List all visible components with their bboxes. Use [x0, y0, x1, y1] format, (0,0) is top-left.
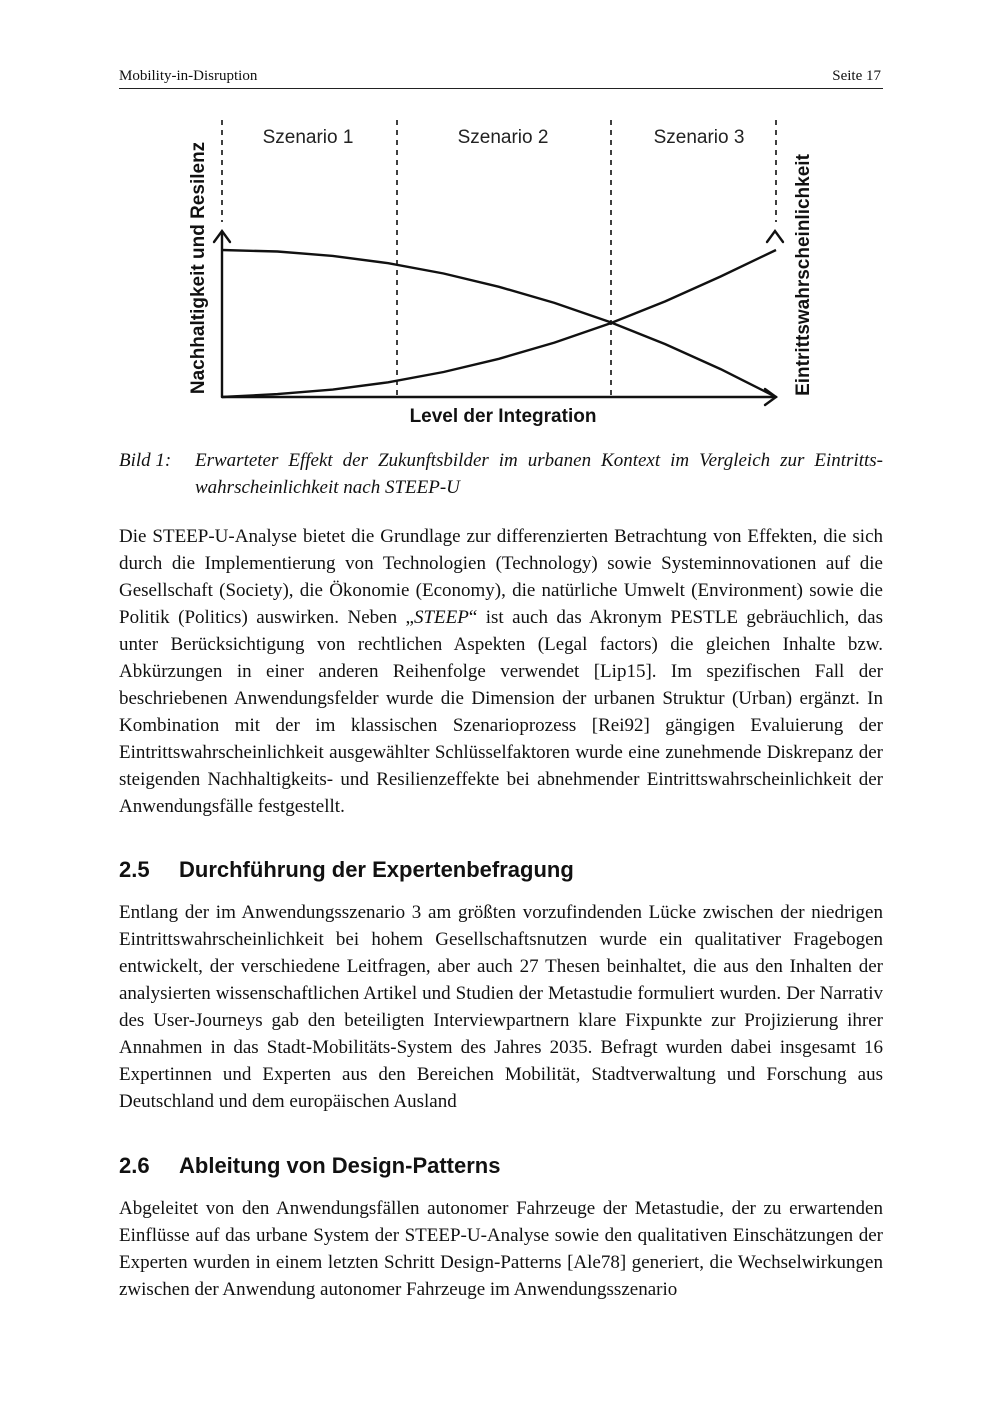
- section-title: Durchführung der Expertenbefragung: [179, 857, 574, 882]
- series-line-nachhaltigkeit: [222, 250, 776, 397]
- body-paragraph-2: Entlang der im Anwendungsszenario 3 am größten vorzufindenden Lücke zwischen der niedrigen Eintrittswahrscheinlichkeit bei hohem Gesellschaftsnutzen wurde ein qualitativer Fragebogen entwickelt, der verschiedene Leitfragen, aber auch 27 Thesen beinhaltet, die aus den Inhalten der analysierten wissenschaftlichen Artikel und Studien der Metastudie formuliert wurden. Der Narrativ des User-Journeys gab den beteiligten Interviewpartnern klare Fixpunkte zur Projizierung ihrer Annahmen in das Stadt-Mobilitäts-System des Jahres 2035. Befragt wurden dabei insgesamt 16 Expertinnen und Experten aus den Bereichen Mobilität, Stadtverwaltung und Forschung aus Deutschland und dem europäischen Ausland: [119, 902, 883, 1112]
- section-heading-2-6: [119, 1152, 883, 1180]
- section-number: 2.6: [119, 1153, 150, 1178]
- paragraph-1-text-b: “ ist auch das Akronym PESTLE gebräuchlich, das unter Berücksichtigung von rechtlichen Aspekten (Legal factors) die gleichen Inhalte bzw. Abkürzungen in einer anderen Reihenfolge verwendet [Lip15]. Im spezifischen Fall der beschriebenen Anwendungsfelder wurde die Dimension der urbanen Struktur (Urban) ergänzt. In Kombination mit der im klassischen Szenarioprozess [Rei92] gängigen Evaluierung der Eintrittswahrscheinlichkeit ausgewählter Schlüsselfaktoren wurde eine zunehmende Diskrepanz der steigenden Nachhaltigkeits- und Resilienzeffekte bei abnehmender Eintrittswahrscheinlichkeit der Anwendungsfälle festgestellt.: [119, 607, 883, 817]
- section-number: 2.5: [119, 857, 150, 882]
- right-y-arrowhead: [767, 231, 783, 242]
- body-paragraph-1: [119, 523, 883, 820]
- x-axis-label: Level der Integration: [409, 406, 597, 427]
- steep-italic: STEEP: [413, 607, 469, 628]
- scenario-label-2: Szenario 2: [457, 127, 549, 148]
- caption-text: Erwarteter Effekt der Zukunftsbilder im urbanen Kontext im Vergleich zur Eintrittswahrscheinlichkeit nach STEEP-U: [195, 450, 883, 498]
- body-paragraph-3: Abgeleitet von den Anwendungsfällen autonomer Fahrzeuge der Metastudie, der zu erwartenden Einflüsse auf das urbane System der STEEP-U-Analyse sowie den qualitativen Einschätzungen der Experten wurden in einem letzten Schritt Design-Patterns [Ale78] generiert, die Wechselwirkungen zwischen der Anwendung autonomer Fahrzeuge im Anwendungsszenario: [119, 1198, 883, 1300]
- scenario-label-1: Szenario 1: [262, 127, 354, 148]
- series-line-eintrittswahrscheinlichkeit: [222, 250, 776, 397]
- caption-label: Bild 1:: [119, 450, 172, 471]
- section-title: Ableitung von Design-Patterns: [179, 1153, 501, 1178]
- section-heading-2-5: [119, 856, 883, 884]
- scenario-label-3: Szenario 3: [653, 127, 745, 148]
- figure-caption: [119, 447, 883, 501]
- paragraph-1-text-a: Die STEEP-U-Analyse bietet die Grundlage zur differenzierten Betrachtung von Effekten, die sich durch die Implementierung von Technologien (Technology) sowie Systeminnovationen auf die Gesellschaft (Society), die Ökonomie (Economy), die natürliche Umwelt (Environment) sowie die Politik (Politics) auswirken. Neben „: [119, 526, 883, 628]
- page-number: Seite 17: [832, 68, 881, 84]
- scenario-chart: [0, 0, 1000, 440]
- y-axis-label-right: Eintrittswahrscheinlichkeit: [793, 154, 814, 396]
- running-title: Mobility-in-Disruption: [119, 68, 258, 84]
- y-axis-label-left: Nachhaltigkeit und Resilenz: [188, 141, 209, 395]
